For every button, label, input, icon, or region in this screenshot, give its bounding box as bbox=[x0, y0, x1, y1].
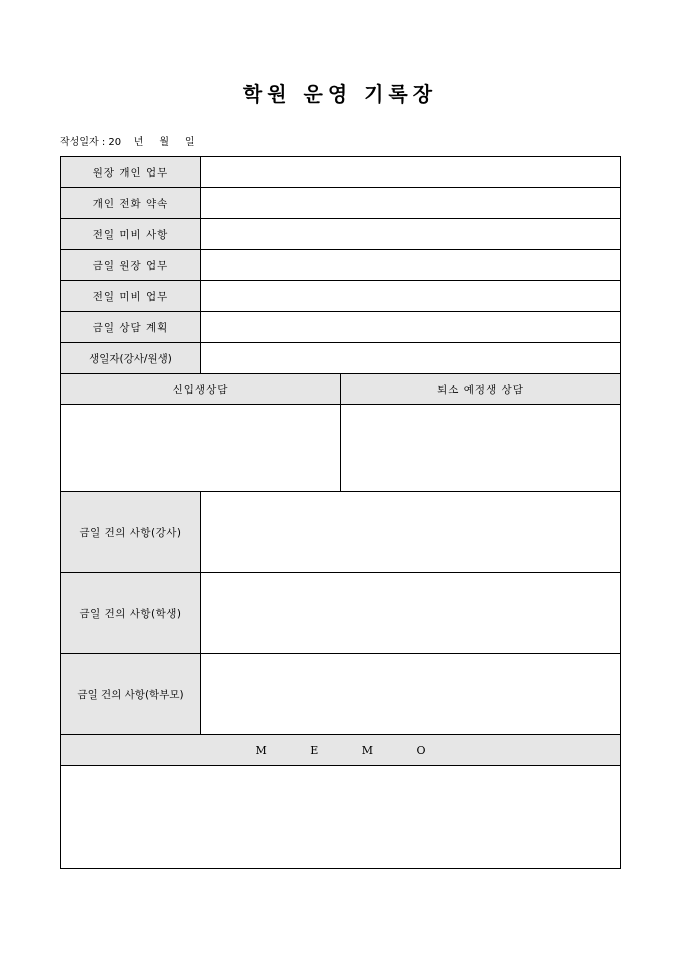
form-row bbox=[61, 157, 621, 188]
field-label: 전일 미비 사항 bbox=[61, 219, 201, 250]
memo-header-row bbox=[61, 735, 621, 766]
suggestion-row bbox=[61, 654, 621, 735]
suggestion-row bbox=[61, 573, 621, 654]
document-title: 학원 운영 기록장 bbox=[242, 82, 438, 106]
field-label: 개인 전화 약속 bbox=[61, 188, 201, 219]
field-label: 전일 미비 업무 bbox=[61, 281, 201, 312]
field-input[interactable] bbox=[201, 250, 621, 281]
leave-student-consult-header: 퇴소 예정생 상담 bbox=[341, 374, 621, 405]
field-label: 금일 건의 사항(학생) bbox=[61, 573, 201, 654]
field-input[interactable] bbox=[201, 312, 621, 343]
memo-header: M E M O bbox=[61, 735, 621, 766]
field-input[interactable] bbox=[201, 492, 621, 573]
record-form bbox=[60, 156, 620, 869]
new-student-consult-header: 신입생상담 bbox=[61, 374, 341, 405]
field-label: 금일 건의 사항(학부모) bbox=[61, 654, 201, 735]
new-student-consult-input[interactable] bbox=[61, 405, 341, 492]
field-label: 생일자(강사/원생) bbox=[61, 343, 201, 374]
form-row bbox=[61, 219, 621, 250]
field-input[interactable] bbox=[201, 157, 621, 188]
field-label: 금일 상담 계획 bbox=[61, 312, 201, 343]
form-row bbox=[61, 250, 621, 281]
memo-input[interactable] bbox=[61, 766, 621, 869]
date-line: 작성일자 : 20 년 월 일 bbox=[60, 137, 195, 148]
form-row bbox=[61, 281, 621, 312]
form-row bbox=[61, 188, 621, 219]
form-row bbox=[61, 343, 621, 374]
leave-student-consult-input[interactable] bbox=[341, 405, 621, 492]
field-input[interactable] bbox=[201, 219, 621, 250]
field-input[interactable] bbox=[201, 343, 621, 374]
field-input[interactable] bbox=[201, 654, 621, 735]
field-label: 금일 원장 업무 bbox=[61, 250, 201, 281]
field-input[interactable] bbox=[201, 573, 621, 654]
field-label: 금일 건의 사항(강사) bbox=[61, 492, 201, 573]
form-row bbox=[61, 312, 621, 343]
suggestion-row bbox=[61, 492, 621, 573]
consult-header-row bbox=[61, 374, 621, 405]
field-input[interactable] bbox=[201, 281, 621, 312]
field-label: 원장 개인 업무 bbox=[61, 157, 201, 188]
record-table bbox=[60, 156, 621, 869]
consult-body-row bbox=[61, 405, 621, 492]
field-input[interactable] bbox=[201, 188, 621, 219]
memo-body-row bbox=[61, 766, 621, 869]
